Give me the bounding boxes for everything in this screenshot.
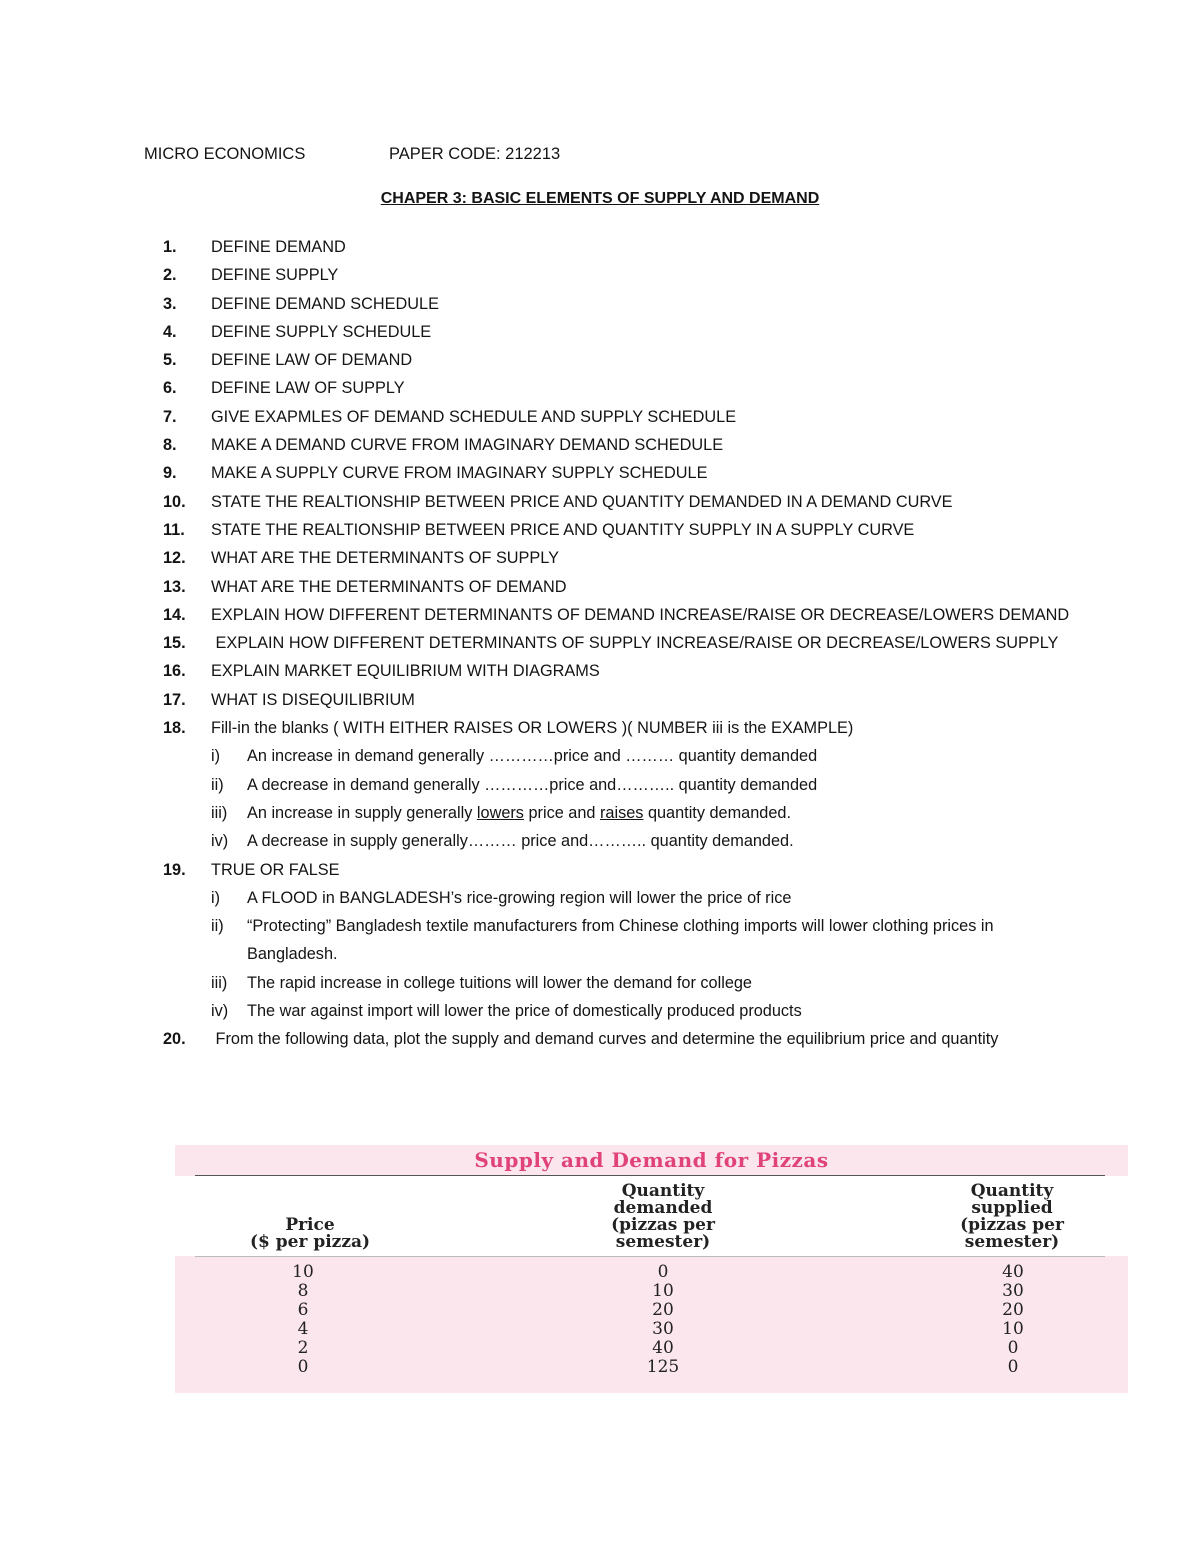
- question-number: 1.: [163, 238, 177, 256]
- question-number: 20.: [163, 1030, 186, 1049]
- question-number: 18.: [163, 719, 186, 738]
- sub-question-text-mid: price and: [523, 803, 600, 822]
- question-text: DEFINE SUPPLY SCHEDULE: [211, 322, 432, 341]
- table-cell-demanded: 30: [652, 1319, 674, 1339]
- question-number: 13.: [163, 577, 186, 596]
- question-number: 2.: [163, 266, 177, 285]
- sub-question-number: i): [211, 747, 221, 766]
- pizza-supply-demand-table: [175, 1145, 1128, 1393]
- question-number: 17.: [163, 690, 186, 709]
- header-price-line: Price: [285, 1215, 335, 1235]
- question-item: [0, 714, 1200, 742]
- question-item: [0, 856, 1200, 884]
- sub-question-item: [0, 742, 1200, 770]
- question-item: [0, 629, 1200, 657]
- table-cell-price: 8: [297, 1281, 309, 1301]
- question-text: From the following data, plot the supply and demand curves and determine the equilibrium price and quantity: [211, 1030, 999, 1049]
- sub-question-text-pre: An increase in supply generally: [247, 803, 477, 822]
- table-cell-demanded: 125: [646, 1357, 680, 1377]
- chapter-title: CHAPER 3: BASIC ELEMENTS OF SUPPLY AND DEMAND: [380, 190, 820, 207]
- question-item: [0, 686, 1200, 714]
- table-top-rule: [195, 1175, 1105, 1176]
- question-item: [0, 657, 1200, 685]
- question-number: 6.: [163, 379, 177, 398]
- table-cell-demanded: 40: [652, 1338, 674, 1358]
- question-number: 12.: [163, 549, 186, 568]
- question-number: 5.: [163, 351, 177, 370]
- sub-question-text: The war against import will lower the price of domestically produced products: [247, 1002, 802, 1021]
- question-item: [0, 488, 1200, 516]
- question-text: DEFINE SUPPLY: [211, 266, 339, 285]
- table-header-rule: [195, 1256, 1105, 1257]
- question-text: MAKE A DEMAND CURVE FROM IMAGINARY DEMAND SCHEDULE: [211, 436, 724, 455]
- table-cell-supplied: 0: [1007, 1357, 1019, 1377]
- question-text: EXPLAIN MARKET EQUILIBRIUM WITH DIAGRAMS: [211, 662, 600, 681]
- document-header: [144, 145, 561, 164]
- header-quantity-supplied: [912, 1183, 1112, 1251]
- table-cell-demanded: 10: [652, 1281, 674, 1301]
- sub-question-number: ii): [211, 917, 224, 936]
- sub-question-number: ii): [211, 775, 224, 794]
- sub-question-item: [0, 884, 1200, 912]
- question-text: EXPLAIN HOW DIFFERENT DETERMINANTS OF SUPPLY INCREASE/RAISE OR DECREASE/LOWERS SUPPLY: [211, 634, 1059, 653]
- question-text: EXPLAIN HOW DIFFERENT DETERMINANTS OF DEMAND INCREASE/RAISE OR DECREASE/LOWERS DEMAND: [211, 605, 1070, 624]
- question-number: 9.: [163, 464, 177, 483]
- question-item: [0, 374, 1200, 402]
- question-item: [0, 516, 1200, 544]
- header-supplied-line: Quantity: [970, 1181, 1054, 1201]
- sub-question-text: The rapid increase in college tuitions will lower the demand for college: [247, 973, 752, 992]
- question-text: MAKE A SUPPLY CURVE FROM IMAGINARY SUPPLY SCHEDULE: [211, 464, 708, 483]
- table-cell-supplied: 30: [1002, 1281, 1024, 1301]
- header-demanded-line: demanded: [613, 1198, 713, 1218]
- sub-question-item: [0, 997, 1200, 1025]
- sub-question-number: iii): [211, 803, 228, 822]
- question-item: [0, 601, 1200, 629]
- sub-question-text: A FLOOD in BANGLADESH’s rice-growing region will lower the price of rice: [247, 888, 792, 907]
- header-supplied-line: semester): [964, 1232, 1060, 1252]
- header-quantity-demanded: [563, 1183, 763, 1251]
- question-number: 15.: [163, 634, 186, 653]
- sub-question-number: iv): [211, 1002, 229, 1021]
- question-item: [0, 431, 1200, 459]
- header-demanded-line: semester): [615, 1232, 711, 1252]
- table-title: Supply and Demand for Pizzas: [474, 1148, 829, 1172]
- question-text: DEFINE LAW OF SUPPLY: [211, 379, 405, 398]
- question-number: 3.: [163, 294, 177, 313]
- question-text: DEFINE LAW OF DEMAND: [211, 351, 413, 370]
- question-number: 10.: [163, 492, 186, 511]
- table-cell-supplied: 40: [1002, 1262, 1024, 1282]
- sub-question-number: i): [211, 888, 221, 907]
- question-text: GIVE EXAPMLES OF DEMAND SCHEDULE AND SUPPLY SCHEDULE: [211, 407, 737, 426]
- paper-code: PAPER CODE: 212213: [389, 145, 561, 163]
- example-answer-raises: raises: [599, 803, 644, 822]
- question-text: TRUE OR FALSE: [211, 860, 340, 879]
- header-price: [185, 1217, 435, 1251]
- question-number: 14.: [163, 605, 186, 624]
- question-item: [0, 573, 1200, 601]
- sub-question-item: [0, 827, 1200, 855]
- header-supplied-line: supplied: [971, 1198, 1053, 1218]
- header-price-line: ($ per pizza): [249, 1232, 371, 1252]
- question-item: [0, 233, 1200, 261]
- sub-question-number: iv): [211, 832, 229, 851]
- question-item: [0, 403, 1200, 431]
- table-cell-price: 2: [297, 1338, 309, 1358]
- question-text: WHAT IS DISEQUILIBRIUM: [211, 690, 415, 709]
- question-text: DEFINE DEMAND: [211, 238, 346, 256]
- question-item: [0, 1025, 1200, 1053]
- sub-question-number: iii): [211, 973, 228, 992]
- question-list: [0, 233, 1200, 1054]
- table-cell-price: 6: [297, 1300, 309, 1320]
- table-cell-supplied: 20: [1002, 1300, 1024, 1320]
- sub-question-item: [0, 799, 1200, 827]
- sub-question-text: An increase in demand generally …………price and ……… quantity demanded: [247, 747, 818, 766]
- sub-question-item: [0, 771, 1200, 799]
- sub-question-text: “Protecting” Bangladesh textile manufacturers from Chinese clothing imports will lower clothing prices in Bangladesh.: [247, 917, 994, 964]
- table-cell-demanded: 0: [657, 1262, 669, 1282]
- question-text: STATE THE REALTIONSHIP BETWEEN PRICE AND QUANTITY DEMANDED IN A DEMAND CURVE: [211, 492, 953, 511]
- question-number: 11.: [163, 520, 185, 539]
- course-name: MICRO ECONOMICS: [144, 145, 306, 163]
- question-text: WHAT ARE THE DETERMINANTS OF SUPPLY: [211, 549, 559, 568]
- question-text: DEFINE DEMAND SCHEDULE: [211, 294, 439, 313]
- table-cell-price: 10: [292, 1262, 314, 1282]
- question-item: [0, 261, 1200, 289]
- table-cell-supplied: 10: [1002, 1319, 1024, 1339]
- question-item: [0, 318, 1200, 346]
- question-text: WHAT ARE THE DETERMINANTS OF DEMAND: [211, 577, 567, 596]
- sub-question-text-post: quantity demanded.: [643, 803, 791, 822]
- sub-question-item: [0, 912, 1200, 969]
- sub-question-text: A decrease in demand generally …………price and……….. quantity demanded: [247, 775, 818, 794]
- question-number: 16.: [163, 662, 186, 681]
- header-supplied-line: (pizzas per: [960, 1215, 1064, 1235]
- table-cell-supplied: 0: [1007, 1338, 1019, 1358]
- question-item: [0, 346, 1200, 374]
- question-text: Fill-in the blanks ( WITH EITHER RAISES OR LOWERS )( NUMBER iii is the EXAMPLE): [211, 719, 854, 738]
- table-cell-price: 4: [297, 1319, 309, 1339]
- question-number: 7.: [163, 407, 177, 426]
- table-cell-price: 0: [297, 1357, 309, 1377]
- question-item: [0, 544, 1200, 572]
- sub-question-item: [0, 969, 1200, 997]
- question-item: [0, 290, 1200, 318]
- example-answer-lowers: lowers: [476, 803, 524, 822]
- question-text: STATE THE REALTIONSHIP BETWEEN PRICE AND QUANTITY SUPPLY IN A SUPPLY CURVE: [211, 520, 915, 539]
- header-demanded-line: (pizzas per: [611, 1215, 715, 1235]
- question-number: 4.: [163, 322, 177, 341]
- question-number: 8.: [163, 436, 177, 455]
- sub-question-text: A decrease in supply generally……… price and……….. quantity demanded.: [247, 832, 794, 851]
- question-number: 19.: [163, 860, 186, 879]
- question-item: [0, 459, 1200, 487]
- header-demanded-line: Quantity: [621, 1181, 705, 1201]
- table-cell-demanded: 20: [652, 1300, 674, 1320]
